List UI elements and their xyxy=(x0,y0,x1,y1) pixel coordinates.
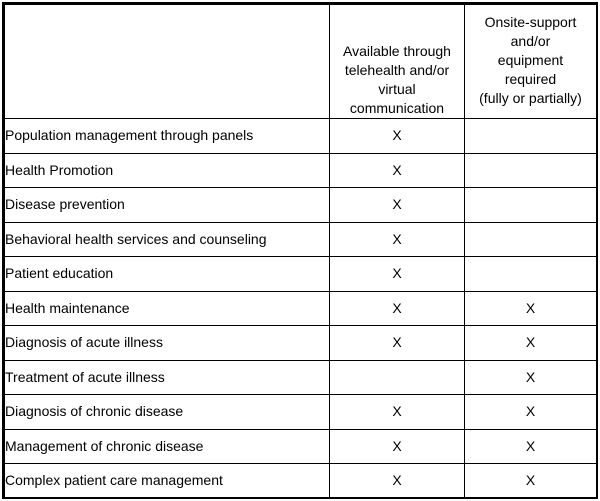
onsite-mark-cell: X xyxy=(465,429,597,464)
telehealth-mark-cell: X xyxy=(330,326,465,361)
onsite-mark-cell: X xyxy=(465,395,597,430)
telehealth-header-line: communication xyxy=(349,100,445,116)
telehealth-header-line: virtual xyxy=(378,81,416,97)
onsite-header-line: required xyxy=(504,71,557,87)
onsite-header-line: Onsite-support xyxy=(484,14,577,30)
services-table xyxy=(4,4,597,499)
service-name-cell: Patient education xyxy=(5,257,330,292)
table-row xyxy=(5,188,597,223)
table-row xyxy=(5,222,597,257)
telehealth-mark-cell: X xyxy=(330,395,465,430)
telehealth-mark-cell: X xyxy=(330,153,465,188)
service-name-cell: Behavioral health services and counseling xyxy=(5,222,330,257)
table-row xyxy=(5,326,597,361)
service-name-cell: Health maintenance xyxy=(5,291,330,326)
telehealth-mark-cell: X xyxy=(330,119,465,154)
service-name-cell: Population management through panels xyxy=(5,119,330,154)
telehealth-mark-cell: X xyxy=(330,464,465,499)
onsite-mark-cell: X xyxy=(465,326,597,361)
service-name-cell: Health Promotion xyxy=(5,153,330,188)
service-name-cell: Diagnosis of chronic disease xyxy=(5,395,330,430)
telehealth-mark-cell: X xyxy=(330,291,465,326)
table-row xyxy=(5,464,597,499)
service-name-cell: Complex patient care management xyxy=(5,464,330,499)
table-row xyxy=(5,429,597,464)
onsite-mark-cell xyxy=(465,222,597,257)
table-row xyxy=(5,360,597,395)
services-table-frame xyxy=(2,2,598,499)
telehealth-mark-cell: X xyxy=(330,429,465,464)
header-row xyxy=(5,5,597,119)
telehealth-mark-cell xyxy=(330,360,465,395)
onsite-header-line: (fully or partially) xyxy=(479,90,582,106)
telehealth-column-header xyxy=(330,5,465,119)
service-name-cell: Diagnosis of acute illness xyxy=(5,326,330,361)
telehealth-mark-cell: X xyxy=(330,257,465,292)
table-row xyxy=(5,257,597,292)
telehealth-mark-cell: X xyxy=(330,222,465,257)
table-row xyxy=(5,153,597,188)
telehealth-mark-cell: X xyxy=(330,188,465,223)
onsite-mark-cell: X xyxy=(465,464,597,499)
service-name-cell: Disease prevention xyxy=(5,188,330,223)
service-name-cell: Treatment of acute illness xyxy=(5,360,330,395)
onsite-mark-cell: X xyxy=(465,291,597,326)
service-name-cell: Management of chronic disease xyxy=(5,429,330,464)
onsite-mark-cell xyxy=(465,188,597,223)
onsite-mark-cell xyxy=(465,119,597,154)
table-row xyxy=(5,119,597,154)
onsite-header-line: and/or xyxy=(510,33,551,49)
table-row xyxy=(5,291,597,326)
table-row xyxy=(5,395,597,430)
corner-header-cell xyxy=(5,5,330,119)
onsite-mark-cell xyxy=(465,257,597,292)
onsite-column-header xyxy=(465,5,597,119)
onsite-header-line: equipment xyxy=(497,52,564,68)
telehealth-header-line: telehealth and/or xyxy=(344,62,450,78)
onsite-mark-cell: X xyxy=(465,360,597,395)
onsite-mark-cell xyxy=(465,153,597,188)
telehealth-header-line: Available through xyxy=(343,43,451,59)
